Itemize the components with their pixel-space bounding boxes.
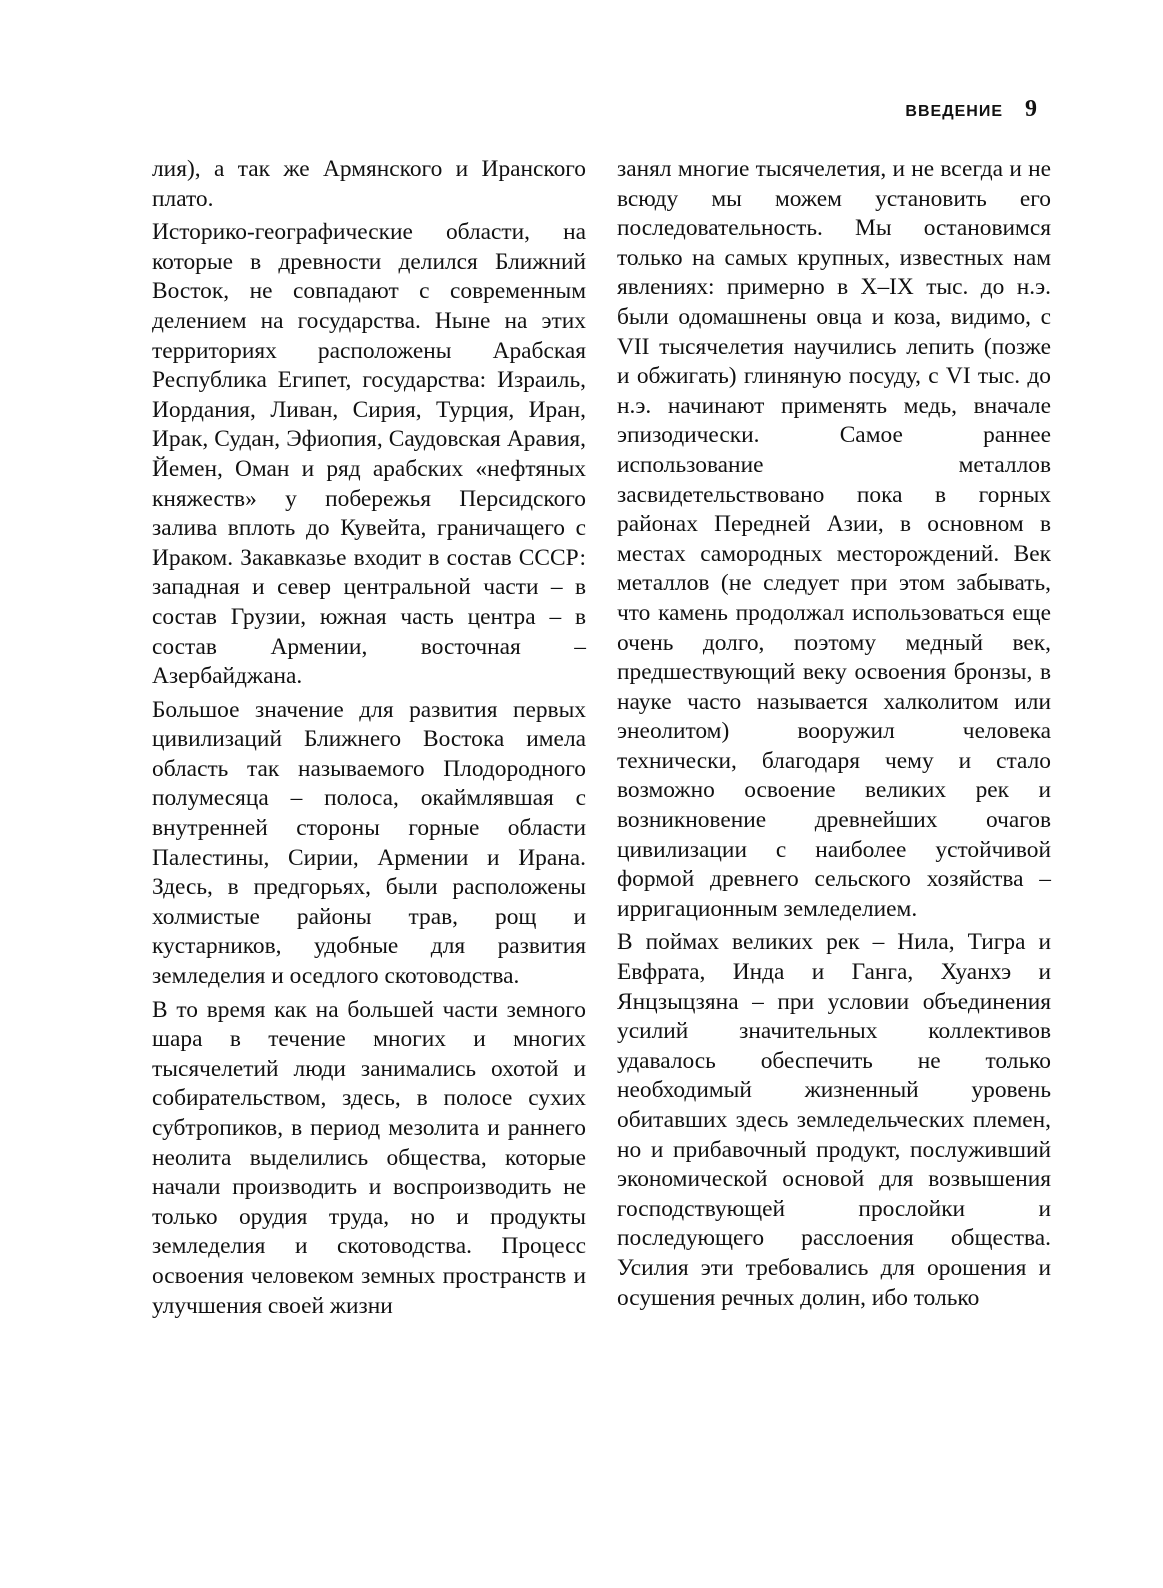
paragraph-fertile-crescent: Большое значение для развития первых цивилизаций Ближнего Востока имела область так называемого Плодородного полумесяца – полоса, окаймлявшая с внутренней стороны горные области Палестины, Сирии, Армении и Ирана. Здесь, в предгорьях, были расположены холмистые районы трав, рощ и кустарников, удобные для развития земледелия и оседлого скотоводства. (152, 696, 586, 990)
left-column (152, 155, 586, 1325)
paragraph-early-societies: В то время как на большей части земного шара в течение многих и многих тысячелетий люди занимались охотой и собирательством, здесь, в полосе сухих субтропиков, в период мезолита и раннего неолита выделились общества, которые начали производить и воспроизводить не только орудия труда, но и продукты земледелия и скотоводства. Процесс освоения человеком земных пространств и улучшения своей жизни (152, 996, 586, 1319)
section-title: ВВЕДЕНИЕ (905, 103, 1003, 120)
right-column (617, 155, 1051, 1317)
paragraph-regions: Историко-географические области, на которые в древности делился Ближний Восток, не совпадают с современным делением на государства. Ныне на этих территориях расположены Арабская Республика Египет, государства: Израиль, Иордания, Ливан, Сирия, Турция, Иран, Ирак, Судан, Эфиопия, Саудовская Аравия, Йемен, Оман и ряд арабских «нефтяных княжеств» у побережья Персидского залива вплоть до Кувейта, граничащего с Ираком. Закавказье входит в состав СССР: западная и север центральной части – в состав Грузии, южная часть центра – в состав Армении, восточная – Азербайджана. (152, 219, 586, 690)
paragraph-river-valleys: В поймах великих рек – Нила, Тигра и Евфрата, Инда и Ганга, Хуанхэ и Янцзыцзяна – при условии объединения усилий значительных коллективов удавалось обеспечить не только необходимый жизненный уровень обитавших здесь земледельческих племен, но и прибавочный продукт, послуживший экономической основой для возвышения господствующей прослойки и последующего расслоения общества. Усилия эти требовались для орошения и осушения речных долин, ибо только (617, 929, 1051, 1311)
paragraph-continued: лия), а так же Армянского и Иранского плато. (152, 156, 586, 212)
page-number: 9 (1025, 96, 1037, 122)
paragraph-metals: занял многие тысячелетия, и не всегда и не всюду мы можем установить его последовательность. Мы остановимся только на самых крупных, известных нам явлениях: примерно в X–IX тыс. до н.э. были одомашнены овца и коза, видимо, с VII тысячелетия научились лепить (позже и обжигать) глиняную посуду, с VI тыс. до н.э. начинают применять медь, вначале эпизодически. Самое раннее использование металлов засвидетельствовано пока в горных районах Передней Азии, в основном в местах самородных месторождений. Век металлов (не следует при этом забывать, что камень продолжал использоваться еще очень долго, поэтому медный век, предшествующий веку освоения бронзы, в науке часто называется халколитом или энеолитом) вооружил человека технически, благодаря чему и стало возможно освоение великих рек и возникновение древнейших очагов цивилизации с наиболее устойчивой формой древнего сельского хозяйства – ирригационным земледелием. (617, 156, 1051, 922)
running-head (905, 96, 1037, 123)
